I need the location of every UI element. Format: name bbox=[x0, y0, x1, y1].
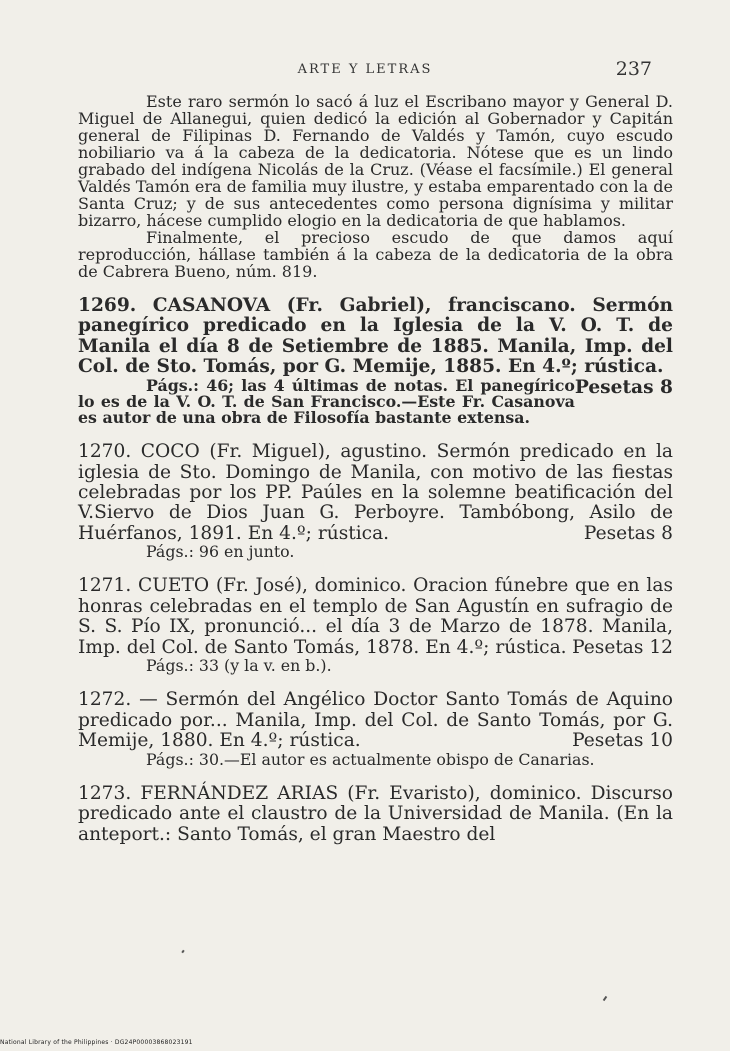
catalog-entry-1271 bbox=[78, 576, 673, 674]
entry-heading: 1270. COCO (Fr. Miguel), agustino. Sermón predicado en la iglesia de Sto. Domingo de Manila, con motivo de las fiestas celebradas por los PP. Paúles en la solemne beatificación del V.Siervo de Dios Juan G. Perboyre. Tambóbong, Asilo de Huérfanos, 1891. En 4.º; rústica. Pesetas 8 bbox=[78, 441, 673, 544]
intro-paragraph-1: Este raro sermón lo sacó á luz el Escribano mayor y General D. Miguel de Allanegui, quien dedicó la edición al Gobernador y Capitán general de Filipinas D. Fernando de Valdés y Tamón, cuyo escudo nobiliario va á la cabeza de la dedicatoria. Nótese que es un lindo grabado del indígena Nicolás de la Cruz. (Véase el facsímile.) El general Valdés Tamón era de familia muy ilustre, y estaba emparentado con la de Santa Cruz; y de sus antecedentes como persona dignísima y militar bizarro, hácese cumplido elogio en la dedicatoria de que hablamos. bbox=[78, 92, 673, 230]
entry-heading: 1271. CUETO (Fr. José), dominico. Oracion fúnebre que en las honras celebradas en el templo de San Agustín en sufragio de S. S. Pío IX, pronunció... el día 3 de Marzo de 1878. Manila, Imp. del Col. de Santo Tomás, 1878. En 4.º; rústica. Pesetas 12 bbox=[78, 575, 673, 658]
entry-note: Págs.: 96 en junto. bbox=[146, 542, 295, 562]
entry-heading: 1273. FERNÁNDEZ ARIAS (Fr. Evaristo), dominico. Discurso predicado ante el claustro de la Universidad de Manila. (En la anteport.: Santo Tomás, el gran Maestro del bbox=[78, 782, 673, 845]
catalog-entry-1273 bbox=[78, 784, 673, 845]
catalog-entry-1270 bbox=[78, 442, 673, 560]
entry-note: Págs.: 30.—El autor es actualmente obispo de Canarias. bbox=[146, 749, 595, 769]
entry-price: Pesetas 12 bbox=[572, 636, 673, 658]
entry-price: Pesetas 8 bbox=[574, 376, 673, 398]
page-header bbox=[0, 58, 730, 82]
entry-heading: 1272. — Sermón del Angélico Doctor Santo Tomás de Aquino predicado por... Manila, Imp. del Col. de Santo Tomás, por G. Memije, 1880. En 4.º; rústica. Pesetas 10 bbox=[78, 689, 673, 752]
entry-price: Pesetas 10 bbox=[572, 730, 673, 752]
running-title: ARTE Y LETRAS bbox=[297, 62, 433, 77]
paper-speck bbox=[181, 950, 184, 954]
catalog-entry-1272 bbox=[78, 690, 673, 767]
entry-price: Pesetas 8 bbox=[583, 522, 673, 544]
intro-paragraph-2: Finalmente, el precioso escudo de que damos aquí reproducción, hállase también á la cabeza de la dedicatoria de la obra de Cabrera Bueno, núm. 819. bbox=[78, 228, 673, 281]
paper-speck bbox=[603, 996, 608, 1001]
page-body bbox=[78, 93, 673, 845]
entry-note: Págs.: 46; las 4 últimas de notas. El panegírico lo es de la V. O. T. de San Francisco.—Este Fr. Casanova es autor de una obra de Filosofía bastante extensa. bbox=[78, 375, 575, 428]
entry-heading: 1269. CASANOVA (Fr. Gabriel), franciscano. Sermón panegírico predicado en la Iglesia de la V. O. T. de Manila el día 8 de Setiembre de 1885. Manila, Imp. del Col. de Sto. Tomás, por G. Memije, 1885. En 4.º; rústica. Pesetas 8 bbox=[78, 295, 673, 398]
catalog-entry-1269 bbox=[78, 296, 673, 426]
page-number: 237 bbox=[615, 58, 652, 80]
entry-note: Págs.: 33 (y la v. en b.). bbox=[146, 656, 332, 676]
scan-footer: National Library of the Philippines · DG24P00003868023191 bbox=[0, 1039, 193, 1046]
